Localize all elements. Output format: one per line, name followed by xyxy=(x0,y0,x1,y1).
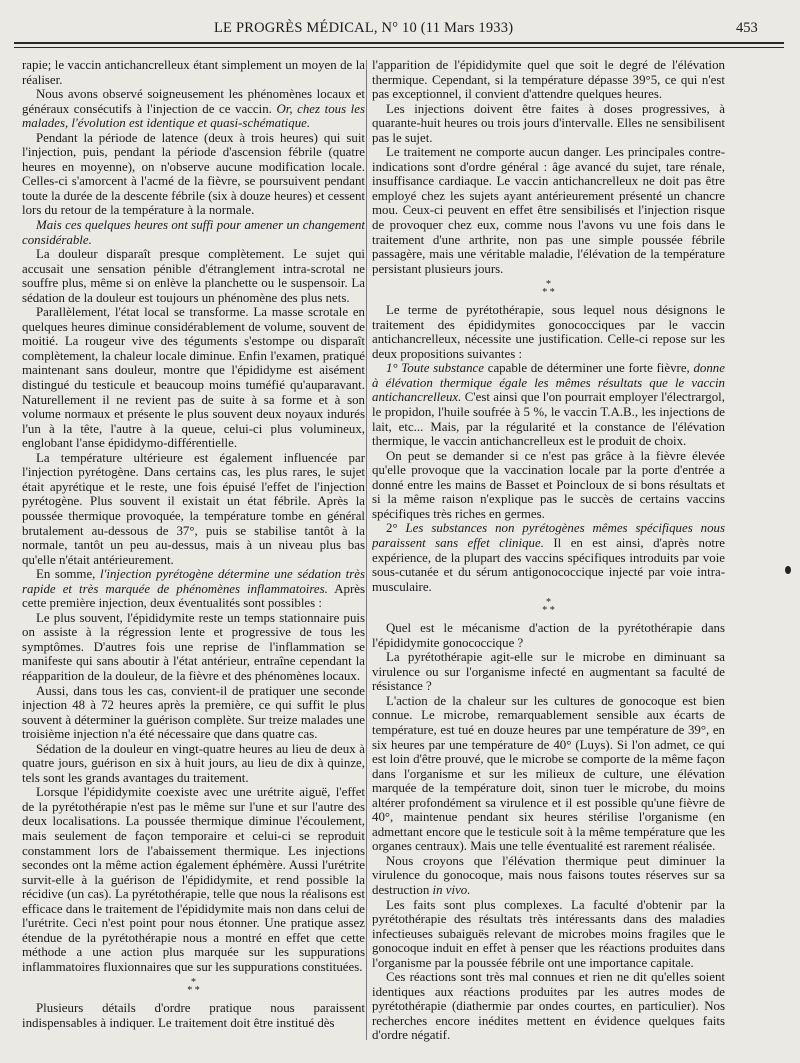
header-rule-thick xyxy=(14,42,784,44)
paragraph: Les faits sont plus complexes. La faculté d'obtenir par la pyrétothérapie des résultats très intéressants dans des maladies infectieuses subaiguës relevant de microbes moins fragiles que le gonocoque induit en effet à penser que les réactions produites dans l'organisme par la poussée fébrile ont une importance capitale. xyxy=(372,897,725,970)
paragraph-text: C'est ainsi que l'on pourrait employer l'électrargol, le propidon, l'huile soufrée à 5 %, le vaccin T.A.B., les injections de lait, etc... Mais, par la régularité et la constance de l'élévation thermique, le vaccin antichancrelleux est le produit de choix. xyxy=(372,390,725,449)
paragraph-text: Après cette première injection, deux éventualités sont possibles : xyxy=(22,581,365,611)
section-stars: * * * xyxy=(542,279,555,299)
paragraph: La douleur disparaît presque complètement. Le sujet qui accusait une sensation pénible d'étranglement intra-scrotal ne souffre plus, même si on enlève la planchette ou le suspensoir. La sédation de la douleur est toujours un phénomène des plus nets. xyxy=(22,247,365,305)
paragraph xyxy=(372,854,725,898)
page-header xyxy=(0,20,800,40)
paragraph: l'apparition de l'épididymite quel que soit le degré de l'élévation thermique. Cependant, si la température dépasse 39°5, ce qui n'est pas exceptionnel, il convient d'attendre quelques heures. xyxy=(372,58,725,102)
italic-text: Les substances non pyrétogènes mêmes spécifiques nous paraissent sans effet clinique. xyxy=(372,521,725,550)
paragraph-text: Nous avons observé soigneusement les phénomènes locaux et généraux consécutifs à l'injection de ce vaccin. xyxy=(22,87,365,116)
paragraph: Plusieurs détails d'ordre pratique nous paraissent indispensables à indiquer. Le traitement doit être institué dès xyxy=(22,1001,365,1030)
paragraph: Pendant la période de latence (deux à trois heures) qui suit l'injection, puis, pendant la période d'ascension fébrile (quatre heures en moyenne), on n'observe aucune modification locale. Celles-ci s'amorcent à l'acmé de la fièvre, se poursuivent pendant toute la durée de la descente fébrile (six à douze heures) et cessent lors du retour de la température à la normale. xyxy=(22,130,365,218)
italic-text: Mais ces quelques heures ont suffi pour amener un changement considérable. xyxy=(22,218,365,247)
paragraph-text: 2° xyxy=(386,521,398,536)
paragraph-text: Nous croyons que l'élévation thermique peut diminuer la virulence du gonocoque, mais nous faisons toutes réserves sur sa destruction xyxy=(372,853,725,897)
paragraph: Lorsque l'épididymite coexiste avec une urétrite aiguë, l'effet de la pyrétothérapie n'est pas le même sur l'une et sur l'autre des deux localisations. La poussée thermique diminue l'écoulement, mais seulement de façon temporaire et celui-ci se reproduit constamment lors de l'abaissement thermique. Les injections secondes ont la même action également éphémère. Aussi l'urétrite survit-elle à la guérison de l'épididymite, et rend possible la récidive (un cas). La pyrétothérapie, telle que nous la réalisons est efficace dans le traitement de l'épididymite mais non dans celui de l'urétrite. Ceci n'est point pour nous étonner. Une pratique assez étendue de la pyrétothérapie nous a montré en effet que cette méthode a une action plus marquée sur les suppurations inflammatoires fluxionnaires que sur les suppurations constituées. xyxy=(22,785,365,974)
paragraph xyxy=(372,521,725,594)
paragraph: Le traitement ne comporte aucun danger. Les principales contre-indications sont d'ordre général : âge avancé du sujet, tare rénale, insuffisance cardiaque. Le vaccin antichancrelleux ne doit pas être employé chez les sujets ayant antérieurement présenté un chancre mou. Ceux-ci peuvent en effet être sensibilisés et l'injection risque de provoquer chez eux, comme nous l'avons vu une fois dans le traitement d'une arthrite, non pas une simple poussée fébrile passagère, mais une véritable maladie, l'élévation de la température persistant plusieurs jours. xyxy=(372,145,725,276)
page-number: 453 xyxy=(736,20,758,36)
paragraph: Quel est le mécanisme d'action de la pyrétothérapie dans l'épididymite gonococcique ? xyxy=(372,621,725,650)
paragraph xyxy=(22,567,365,611)
running-title: LE PROGRÈS MÉDICAL, N° 10 (11 Mars 1933) xyxy=(214,20,514,36)
paragraph: On peut se demander si ce n'est pas grâce à la fièvre élevée qu'elle provoque que la vaccination locale par la porte d'entrée a donné entre les mains de Basset et Poincloux de si bons résultats et si la même raison n'explique pas le succès de certains vaccins spécifiques très riches en germes. xyxy=(372,448,725,521)
paragraph: Parallèlement, l'état local se transforme. La masse scrotale en quelques heures diminue considérablement de volume, souvent de moitié. La rougeur vive des téguments s'estompe ou disparaît complètement, la chaleur locale diminue. Enfin l'examen, pratiqué maintenant sans douleur, montre que l'épididyme est aisément distingué du testicule et beaucoup moins tuméfié qu'auparavant. Naturellement il ne revient pas de suite à sa forme et à son volume normaux et présente le plus souvent deux noyaux indurés l'un à la tête, l'autre à la queue, celui-ci plus volumineux, englobant l'anse épididymo-différentielle. xyxy=(22,305,365,451)
right-column xyxy=(372,58,725,1043)
paragraph-text: capable de déterminer une forte fièvre, xyxy=(487,361,690,376)
italic-text: donne à élévation thermique égale les mêmes résultats que le vaccin antichancrelleux. xyxy=(372,361,725,405)
italic-text: in vivo. xyxy=(432,882,471,897)
column-divider xyxy=(366,60,367,1040)
paragraph: Le plus souvent, l'épididymite reste un temps stationnaire puis on assiste à la régression lente et progressive de tous les symptômes. D'autres fois une reprise de l'inflammation se manifeste qui sans aboutir à l'état antérieur, entraîne cependant la réapparition de la douleur, de la fièvre et des phénomènes locaux. xyxy=(22,610,365,683)
paragraph xyxy=(22,218,365,247)
paragraph: La température ultérieure est également influencée par l'injection pyrétogène. Dans certains cas, les plus rares, le sujet était apyrétique et le reste, une fois épuisé l'effet de l'injection pyrétogène. Plus souvent il existait un état fébrile. Après la poussée thermique provoquée, la température tombe en général brutalement au-dessous de 37°, puis se stabilise tantôt à la normale, tantôt un peu au-dessus, mais à un niveau plus bas qu'elle n'était antérieurement. xyxy=(22,450,365,567)
paragraph xyxy=(22,87,365,131)
paragraph: L'action de la chaleur sur les cultures de gonocoque est bien connue. Le microbe, remarquablement sensible aux écarts de température, est tué en douze heures par une température de 39°, en six heures par une température de 40° (Luys). Si l'on admet, ce qui est loin d'être prouvé, que le microbe se comporte de la même façon dans l'organisme et sur les milieux de culture, une élévation marquée de la température doit, sinon tuer le microbe, du moins altérer profondément sa virulence et il est possible qu'une fièvre de 40°, maintenue pendant six heures stérilise l'organisme (en admettant encore que le testicule soit à la même température que les organes centraux). Mais une telle éventualité est rarement réalisée. xyxy=(372,693,725,854)
left-column xyxy=(22,58,365,1043)
section-stars: * * * xyxy=(542,597,555,617)
paragraph: Le terme de pyrétothérapie, sous lequel nous désignons le traitement des épididymites gonococciques par le vaccin antichancrelleux, nécessite une justification. Celle-ci repose sur les deux propositions suivantes : xyxy=(372,303,725,361)
header-rule-thin xyxy=(14,47,784,48)
paragraph: La pyrétothérapie agit-elle sur le microbe en diminuant sa virulence ou sur l'organisme infecté en augmentant sa faculté de résistance ? xyxy=(372,650,725,694)
paragraph: rapie; le vaccin antichancrelleux étant simplement un moyen de la réaliser. xyxy=(22,58,365,87)
paragraph: Les injections doivent être faites à doses progressives, à quarante-huit heures ou trois jours d'intervalle. Elles ne sensibilisent pas le sujet. xyxy=(372,101,725,145)
italic-text: Or, chez tous les malades, l'évolution est identique et quasi-schématique. xyxy=(22,101,365,131)
paragraph-text: En somme, xyxy=(36,567,96,582)
paragraph-text: Il en est ainsi, d'après notre expérience, de la plupart des vaccins spécifiques introduits par voie sous-cutanée et du sérum antigonococcique injecté par voie intra-musculaire. xyxy=(372,535,725,594)
paragraph: Sédation de la douleur en vingt-quatre heures au lieu de deux à quatre jours, guérison en six à huit jours, au lieu de dix à quinze, tels sont les grands avantages du traitement. xyxy=(22,741,365,785)
italic-text: l'injection pyrétogène détermine une sédation très rapide et très marquée de phénomènes inflammatoires. xyxy=(22,567,365,596)
paragraph xyxy=(372,361,725,448)
italic-text: 1° Toute substance xyxy=(386,361,485,376)
paragraph: Aussi, dans tous les cas, convient-il de pratiquer une seconde injection 48 à 72 heures après la première, ce qui suffit le plus souvent à déterminer la guérison complète. Sur treize malades une troisième injection n'a été nécessaire que dans quatre cas. xyxy=(22,683,365,742)
paragraph: Ces réactions sont très mal connues et rien ne dit qu'elles soient identiques aux réactions produites par les autres modes de pyrétothérapie (diathermie par ondes courtes, en particulier). Nos recherches encore inédites mettent en évidence quelques faits d'ordre négatif. xyxy=(372,970,725,1043)
section-stars: * * * xyxy=(187,977,200,997)
ink-spot xyxy=(785,566,791,574)
